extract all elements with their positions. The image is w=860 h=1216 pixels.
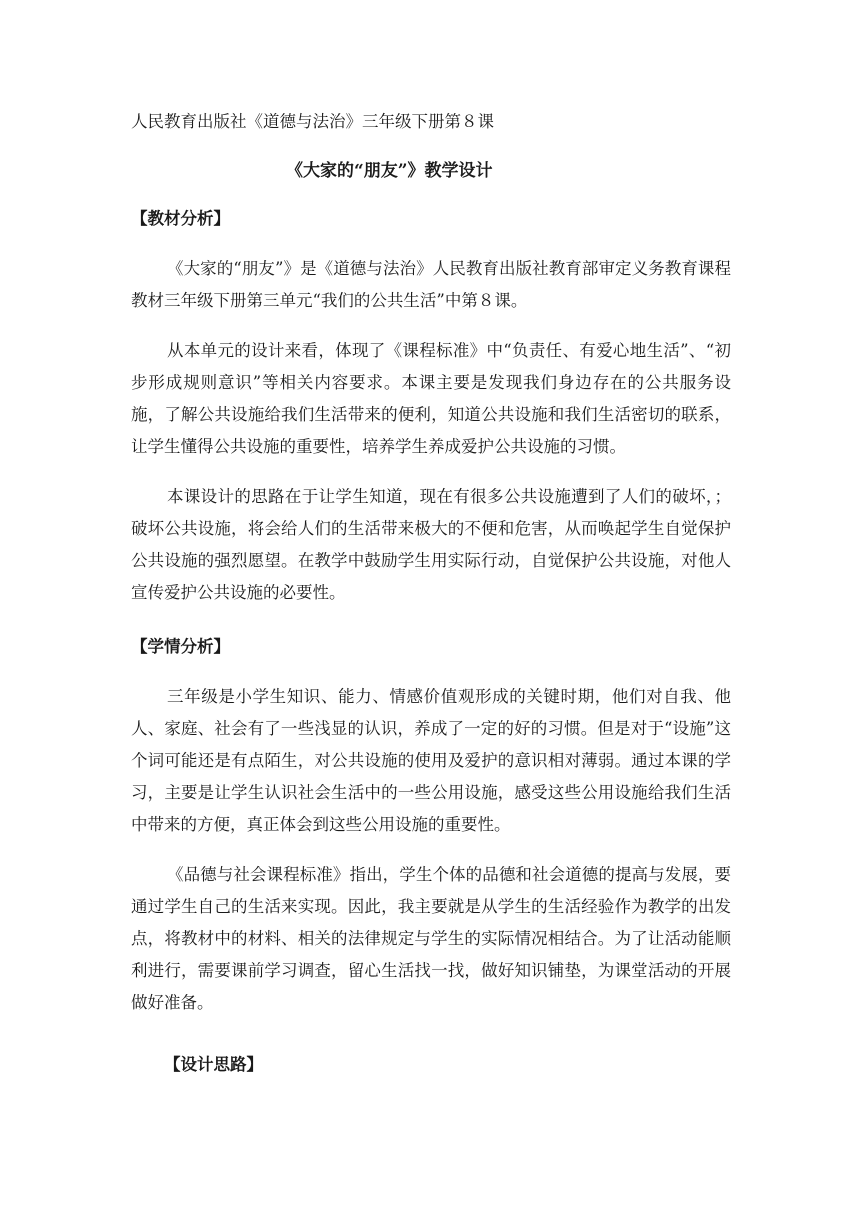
section-heading-textbook-analysis: 【教材分析】 xyxy=(131,209,230,228)
paragraph: 《大家的“朋友”》是《道德与法治》人民教育出版社教育部审定义务教育课程教材三年级下册第三单元“我们的公共生活”中第８课。 xyxy=(131,259,731,310)
paragraph: 《品德与社会课程标准》指出，学生个体的品德和社会道德的提高与发展，要通过学生自己的生活来实现。因此，我主要就是从学生的生活经验作为教学的出发点，将教材中的材料、相关的法律规定与学生的实际情况相结合。为了让活动能顺利进行，需要课前学习调查，留心生活找一找，做好知识铺垫，为课堂活动的开展做好准备。 xyxy=(131,865,731,1012)
section-heading-design-idea: 【设计思路】 xyxy=(164,1055,263,1074)
source-line: 人民教育出版社《道德与法治》三年级下册第８课 xyxy=(131,112,494,131)
document-title: 《大家的“朋友”》教学设计 xyxy=(286,161,493,181)
paragraph: 三年级是小学生知识、能力、情感价值观形成的关键时期，他们对自我、他人、家庭、社会有了一些浅显的认识，养成了一定的好的习惯。但是对于“设施”这个词可能还是有点陌生，对公共设施的使用及爱护的意识相对薄弱。通过本课的学习，主要是让学生认识社会生活中的一些公用设施，感受这些公用设施给我们生活中带来的方便，真正体会到这些公用设施的重要性。 xyxy=(131,687,731,834)
paragraph: 本课设计的思路在于让学生知道，现在有很多公共设施遭到了人们的破坏，；破坏公共设施，将会给人们的生活带来极大的不便和危害，从而唤起学生自觉保护公共设施的强烈愿望。在教学中鼓励学生用实际行动，自觉保护公共设施，对他人宣传爱护公共设施的必要性。 xyxy=(131,487,731,602)
section-heading-student-analysis: 【学情分析】 xyxy=(131,637,230,656)
paragraph: 从本单元的设计来看，体现了《课程标准》中“负责任、有爱心地生活”、“初步形成规则意识”等相关内容要求。本课主要是发现我们身边存在的公共服务设施，了解公共设施给我们生活带来的便利，知道公共设施和我们生活密切的联系，让学生懂得公共设施的重要性，培养学生养成爱护公共设施的习惯。 xyxy=(131,341,731,456)
